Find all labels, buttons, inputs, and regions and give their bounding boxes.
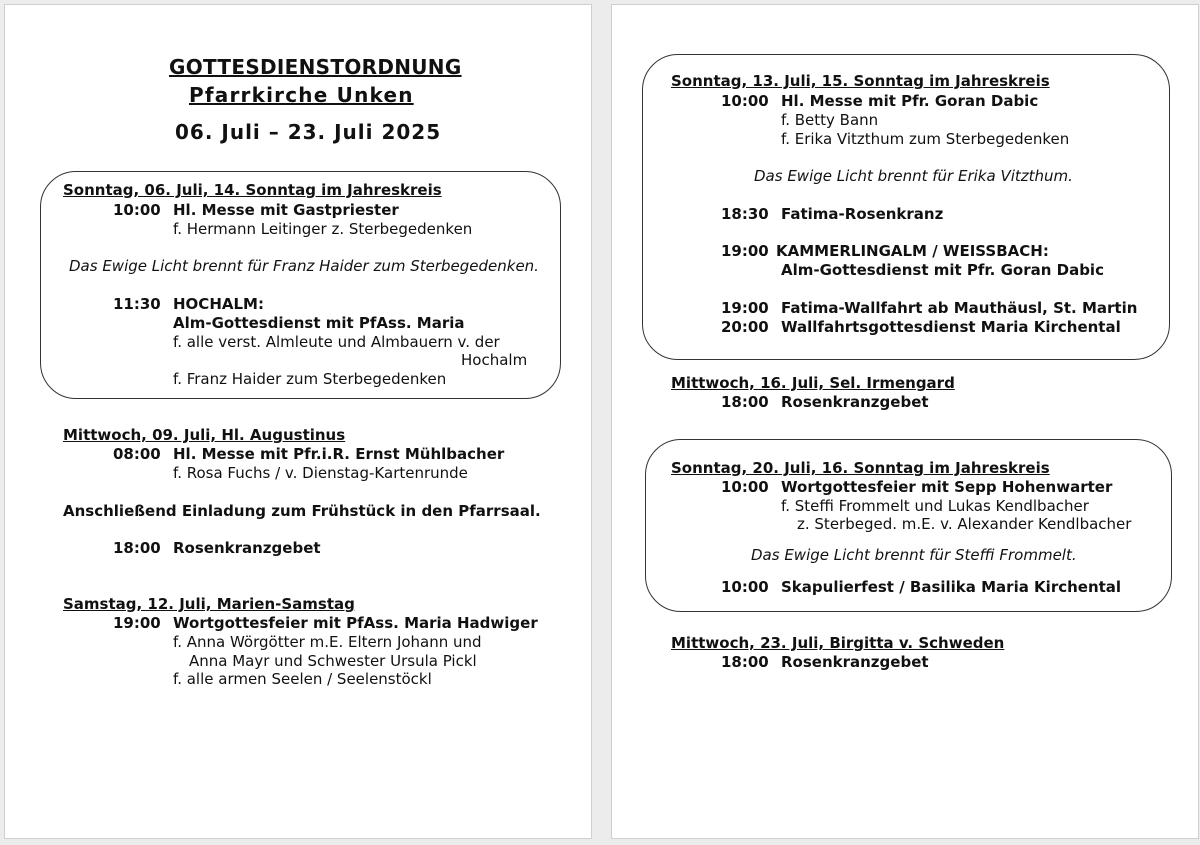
intention: f. Rosa Fuchs / v. Dienstag-Kartenrunde (173, 464, 468, 482)
intention-continued: Anna Mayr und Schwester Ursula Pickl (189, 652, 477, 670)
event-time: 19:00 (113, 614, 161, 632)
event-title: Skapulierfest / Basilika Maria Kirchental (781, 578, 1122, 596)
event-title: Fatima-Rosenkranz (781, 205, 944, 223)
intention: f. Erika Vitzthum zum Sterbegedenken (781, 130, 1070, 148)
day-heading: Mittwoch, 23. Juli, Birgitta v. Schweden (671, 634, 1005, 652)
eternal-light-note: Das Ewige Licht brennt für Steffi Frommelt. (751, 546, 1077, 564)
intention: f. Anna Wörgötter m.E. Eltern Johann und (173, 633, 482, 651)
event-time: 18:00 (721, 393, 769, 411)
day-heading: Mittwoch, 09. Juli, Hl. Augustinus (63, 426, 346, 444)
day-heading: Sonntag, 20. Juli, 16. Sonntag im Jahreskreis (671, 459, 1050, 477)
event-time: 11:30 (113, 295, 161, 313)
day-heading: Samstag, 12. Juli, Marien-Samstag (63, 595, 355, 613)
event-title: Hl. Messe mit Gastpriester (173, 201, 399, 219)
event-time: 10:00 (721, 92, 769, 110)
date-range: 06. Juli – 23. Juli 2025 (175, 120, 442, 144)
intention: f. Franz Haider zum Sterbegedenken (173, 370, 447, 388)
event-title: Fatima-Wallfahrt ab Mauthäusl, St. Martin (781, 299, 1138, 317)
event-time: 10:00 (721, 578, 769, 596)
event-time: 10:00 (113, 201, 161, 219)
event-time: 08:00 (113, 445, 161, 463)
event-time: 20:00 (721, 318, 769, 336)
document-title: GOTTESDIENSTORDNUNG (169, 55, 462, 79)
intention: f. Betty Bann (781, 111, 879, 129)
event-title: Wallfahrtsgottesdienst Maria Kirchental (781, 318, 1121, 336)
event-title: Rosenkranzgebet (173, 539, 321, 557)
event-time: 18:00 (721, 653, 769, 671)
event-title: Alm-Gottesdienst mit PfAss. Maria (173, 314, 465, 332)
event-title: Hl. Messe mit Pfr. Goran Dabic (781, 92, 1039, 110)
event-title: Alm-Gottesdienst mit Pfr. Goran Dabic (781, 261, 1104, 279)
day-heading: Sonntag, 13. Juli, 15. Sonntag im Jahreskreis (671, 72, 1050, 90)
intention: f. alle armen Seelen / Seelenstöckl (173, 670, 432, 688)
intention-continued: z. Sterbeged. m.E. v. Alexander Kendlbacher (797, 515, 1132, 533)
eternal-light-note: Das Ewige Licht brennt für Franz Haider zum Sterbegedenken. (69, 257, 539, 275)
breakfast-invitation: Anschließend Einladung zum Frühstück in den Pfarrsaal. (63, 502, 541, 520)
day-heading: Mittwoch, 16. Juli, Sel. Irmengard (671, 374, 955, 392)
day-heading: Sonntag, 06. Juli, 14. Sonntag im Jahreskreis (63, 181, 442, 199)
event-location: HOCHALM: (173, 295, 264, 313)
eternal-light-note: Das Ewige Licht brennt für Erika Vitzthum. (754, 167, 1073, 185)
event-title: Hl. Messe mit Pfr.i.R. Ernst Mühlbacher (173, 445, 505, 463)
event-title: Rosenkranzgebet (781, 393, 929, 411)
event-title: Wortgottesfeier mit Sepp Hohenwarter (781, 478, 1113, 496)
intention: f. Steffi Frommelt und Lukas Kendlbacher (781, 497, 1089, 515)
event-time: 19:00 (721, 242, 769, 260)
intention: f. alle verst. Almleute und Almbauern v. der (173, 333, 500, 351)
event-time: 10:00 (721, 478, 769, 496)
event-title: Rosenkranzgebet (781, 653, 929, 671)
event-time: 18:00 (113, 539, 161, 557)
church-name: Pfarrkirche Unken (189, 83, 414, 107)
event-location: KAMMERLINGALM / WEISSBACH: (776, 242, 1049, 260)
intention: f. Hermann Leitinger z. Sterbegedenken (173, 220, 473, 238)
event-time: 19:00 (721, 299, 769, 317)
intention-continued: Hochalm (461, 351, 528, 369)
event-title: Wortgottesfeier mit PfAss. Maria Hadwiger (173, 614, 538, 632)
page-left (4, 4, 592, 839)
event-time: 18:30 (721, 205, 769, 223)
page-right (611, 4, 1199, 839)
